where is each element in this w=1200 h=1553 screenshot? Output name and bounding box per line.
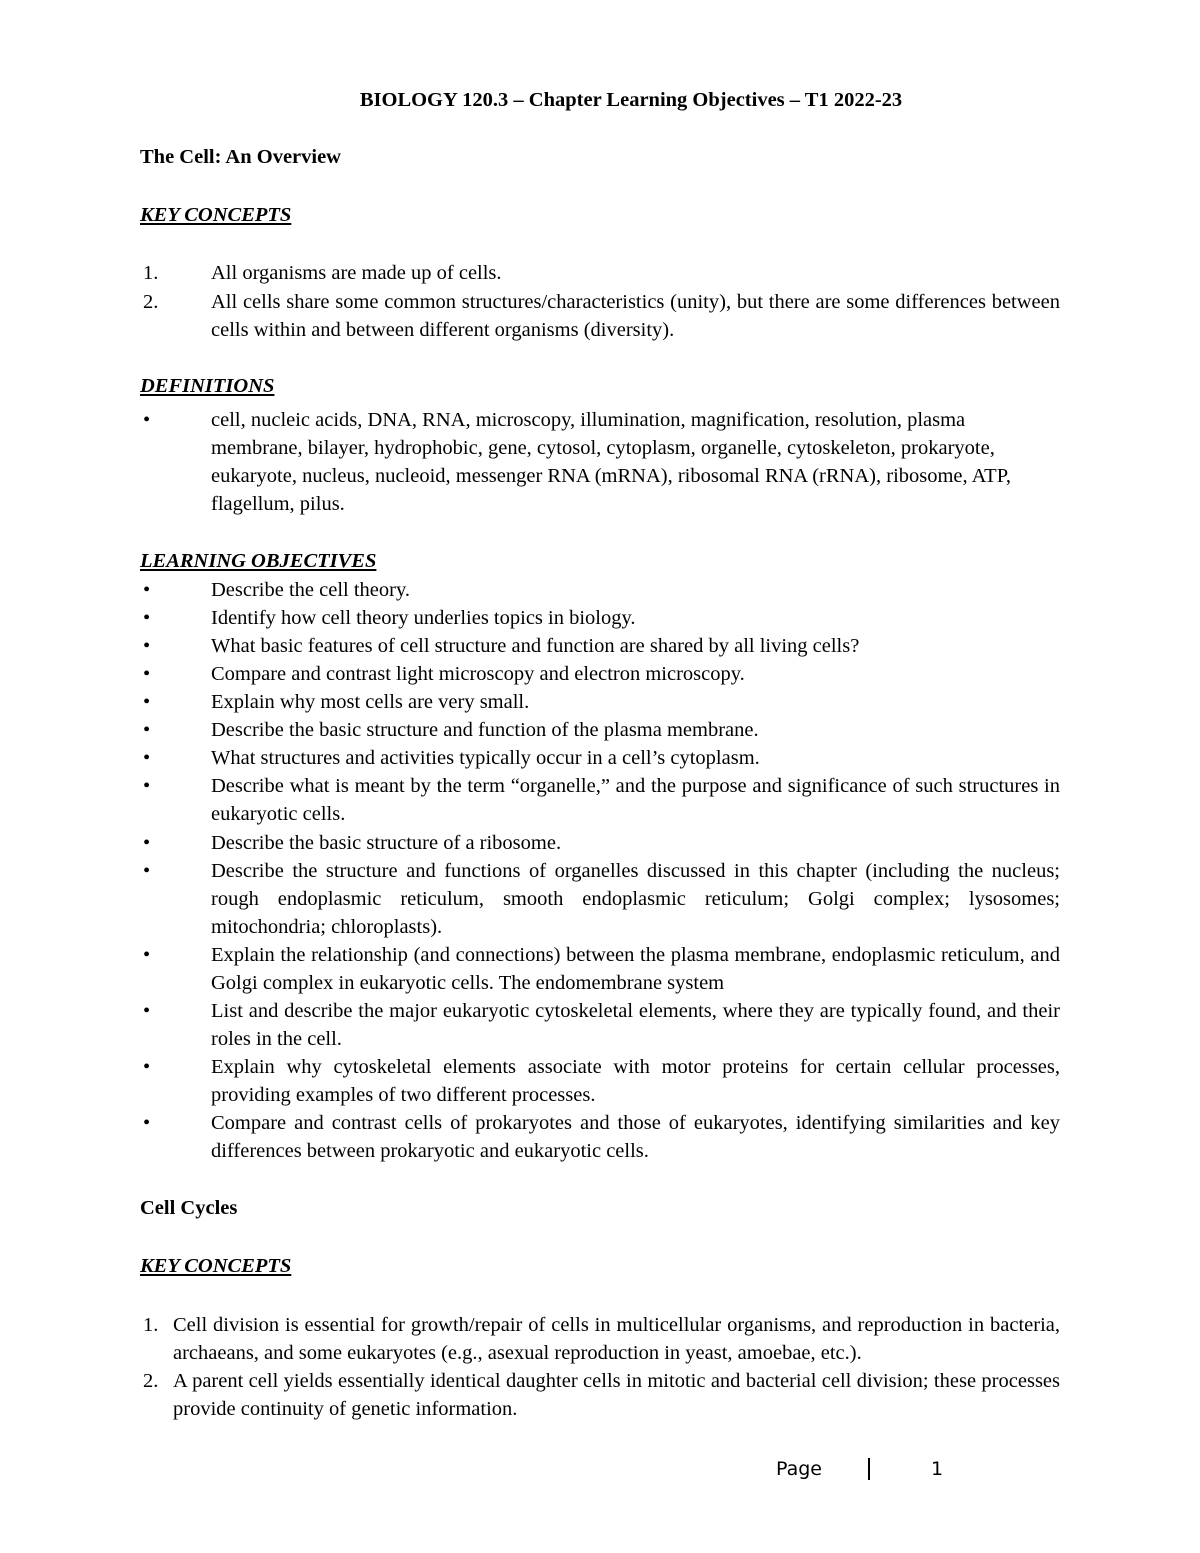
item-text: What basic features of cell structure and function are shared by all living cells?: [211, 635, 860, 657]
objective-item: [140, 632, 1060, 660]
bullet: •: [143, 1000, 151, 1022]
bullet: •: [143, 775, 151, 797]
bullet: •: [143, 409, 151, 431]
item-text: Cell division is essential for growth/repair of cells in multicellular organisms, and reproduction in bacteria, archaeans, and some eukaryotes (e.g., asexual reproduction in yeast, amoebae, etc.).: [173, 1314, 1060, 1364]
bullet: •: [143, 1112, 151, 1134]
key-concepts-heading: KEY CONCEPTS: [140, 204, 292, 226]
objective-item: [140, 604, 1060, 632]
bullet: •: [143, 832, 151, 854]
bullet: •: [143, 1056, 151, 1078]
key-concepts-heading: KEY CONCEPTS: [140, 1255, 292, 1277]
item-text: List and describe the major eukaryotic cytoskeletal elements, where they are typically found, and their roles in the cell.: [211, 1000, 1060, 1050]
item-number: 1.: [143, 262, 159, 284]
objective-item: [140, 1109, 1060, 1165]
bullet: •: [143, 719, 151, 741]
item-text: Describe the basic structure and function of the plasma membrane.: [211, 719, 759, 741]
item-text: Explain the relationship (and connections) between the plasma membrane, endoplasmic reticulum, and Golgi complex in eukaryotic cells. The endomembrane system: [211, 944, 1060, 994]
objective-item: [140, 857, 1060, 941]
item-text: Identify how cell theory underlies topics in biology.: [211, 607, 636, 629]
bullet: •: [143, 860, 151, 882]
item-number: 1.: [143, 1314, 159, 1336]
bullet: •: [143, 663, 151, 685]
footer-page-label: Page: [776, 1458, 822, 1480]
footer-separator: [868, 1458, 870, 1480]
item-text: cell, nucleic acids, DNA, RNA, microscopy, illumination, magnification, resolution, plasma membrane, bilayer, hydrophobic, gene, cytosol, cytoplasm, organelle, cytoskeleton, prokaryote, eukaryote, nucleus, nucleoid, messenger RNA (mRNA), ribosomal RNA (rRNA), ribosome, ATP, flagellum, pilus.: [211, 409, 1011, 515]
objective-item: [140, 576, 1060, 604]
objective-item: [140, 744, 1060, 772]
bullet: •: [143, 579, 151, 601]
item-text: All cells share some common structures/characteristics (unity), but there are some differences between cells within and between different organisms (diversity).: [211, 291, 1060, 341]
item-text: Describe the basic structure of a ribosome.: [211, 832, 562, 854]
objective-item: [140, 716, 1060, 744]
item-text: Explain why cytoskeletal elements associate with motor proteins for certain cellular processes, providing examples of two different processes.: [211, 1056, 1060, 1106]
item-number: 2.: [143, 291, 159, 313]
item-text: Describe the cell theory.: [211, 579, 411, 601]
key-concept-item: [140, 1311, 1060, 1367]
objective-item: [140, 997, 1060, 1053]
objective-item: [140, 829, 1060, 857]
key-concept-item: [140, 288, 1060, 344]
key-concept-item: [140, 1367, 1060, 1423]
objective-item: [140, 660, 1060, 688]
item-text: Describe what is meant by the term “organelle,” and the purpose and significance of such structures in eukaryotic cells.: [211, 775, 1060, 825]
objective-item: [140, 941, 1060, 997]
definitions-item: [140, 406, 1060, 518]
key-concept-item: [140, 259, 1060, 287]
item-text: A parent cell yields essentially identical daughter cells in mitotic and bacterial cell division; these processes provide continuity of genetic information.: [173, 1370, 1060, 1420]
item-text: What structures and activities typically occur in a cell’s cytoplasm.: [211, 747, 760, 769]
definitions-heading: DEFINITIONS: [140, 375, 275, 397]
item-text: Compare and contrast cells of prokaryotes and those of eukaryotes, identifying similarities and key differences between prokaryotic and eukaryotic cells.: [211, 1112, 1060, 1162]
objective-item: [140, 772, 1060, 828]
item-text: Explain why most cells are very small.: [211, 691, 530, 713]
objective-item: [140, 1053, 1060, 1109]
item-number: 2.: [143, 1370, 159, 1392]
footer-page-number: 1: [931, 1458, 944, 1480]
document-title: BIOLOGY 120.3 – Chapter Learning Objectives – T1 2022-23: [359, 89, 903, 111]
item-text: Compare and contrast light microscopy and electron microscopy.: [211, 663, 745, 685]
bullet: •: [143, 944, 151, 966]
objective-item: [140, 688, 1060, 716]
item-text: Describe the structure and functions of organelles discussed in this chapter (including the nucleus; rough endoplasmic reticulum, smooth endoplasmic reticulum; Golgi complex; lysosomes; mitochondria; chloroplasts).: [211, 860, 1060, 938]
bullet: •: [143, 747, 151, 769]
bullet: •: [143, 635, 151, 657]
section-heading-cell-cycles: Cell Cycles: [140, 1197, 238, 1219]
section-heading-cell-overview: The Cell: An Overview: [140, 146, 341, 168]
bullet: •: [143, 607, 151, 629]
item-text: All organisms are made up of cells.: [211, 262, 502, 284]
learning-objectives-heading: LEARNING OBJECTIVES: [140, 550, 377, 572]
bullet: •: [143, 691, 151, 713]
